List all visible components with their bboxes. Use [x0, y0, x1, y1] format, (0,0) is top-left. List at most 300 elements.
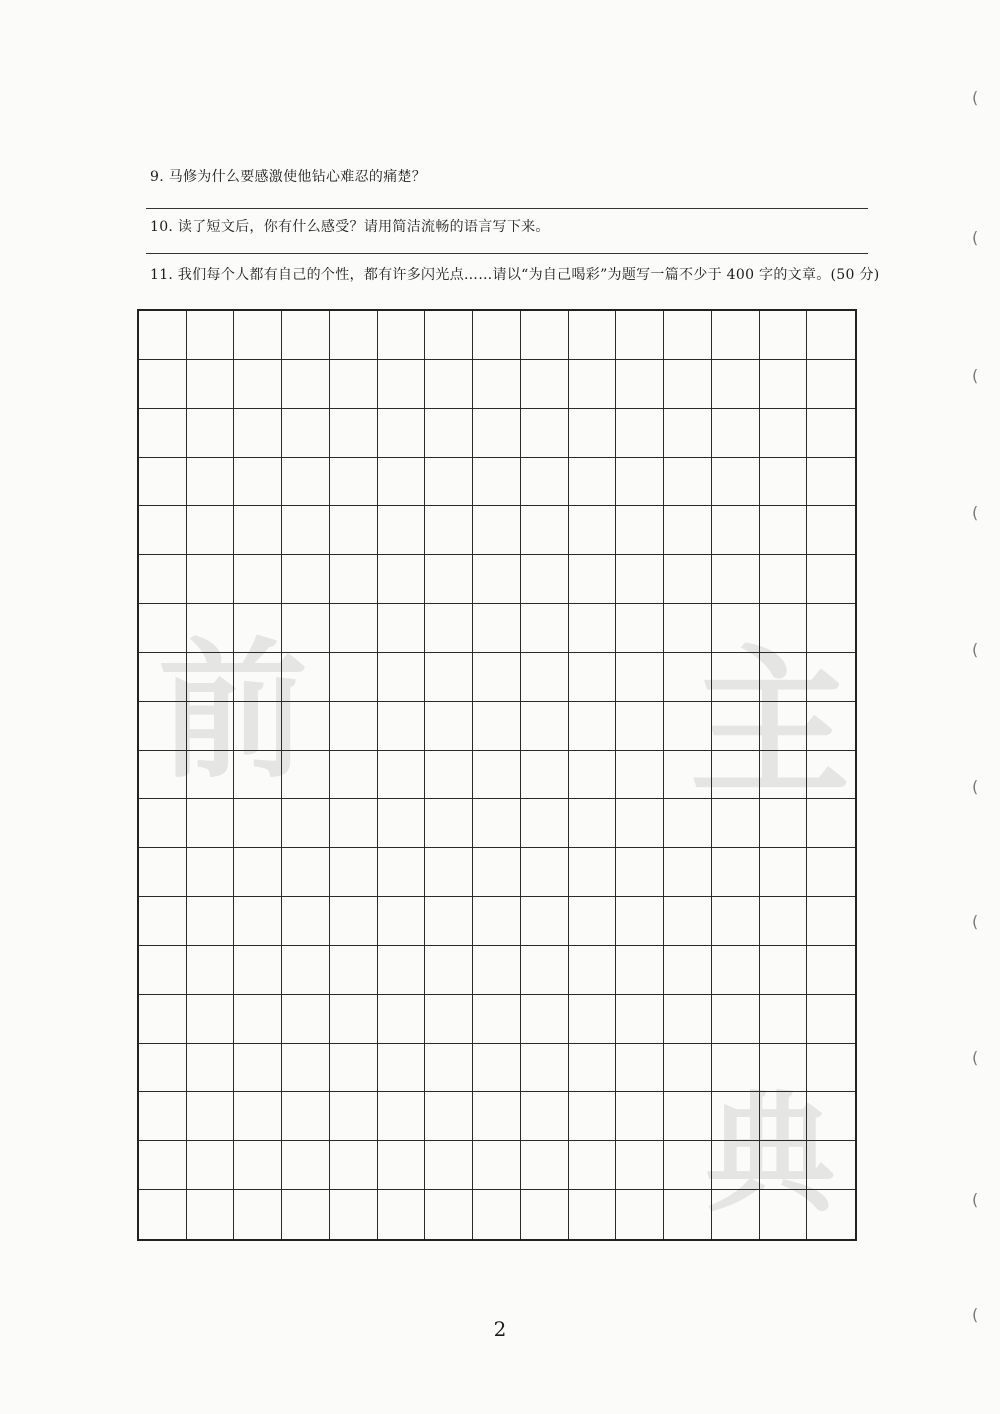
grid-cell[interactable]	[330, 604, 378, 653]
grid-cell[interactable]	[425, 458, 473, 507]
grid-cell[interactable]	[664, 1141, 712, 1190]
grid-cell[interactable]	[521, 653, 569, 702]
grid-cell[interactable]	[187, 946, 235, 995]
grid-cell[interactable]	[760, 1190, 808, 1239]
grid-cell[interactable]	[234, 555, 282, 604]
grid-cell[interactable]	[234, 360, 282, 409]
grid-cell[interactable]	[282, 458, 330, 507]
grid-cell[interactable]	[330, 1190, 378, 1239]
grid-cell[interactable]	[378, 653, 426, 702]
grid-cell[interactable]	[330, 555, 378, 604]
grid-cell[interactable]	[282, 409, 330, 458]
grid-cell[interactable]	[139, 946, 187, 995]
grid-cell[interactable]	[807, 604, 855, 653]
grid-cell[interactable]	[330, 360, 378, 409]
grid-cell[interactable]	[521, 1190, 569, 1239]
grid-cell[interactable]	[760, 1044, 808, 1093]
grid-cell[interactable]	[282, 653, 330, 702]
grid-cell[interactable]	[664, 897, 712, 946]
grid-cell[interactable]	[616, 555, 664, 604]
grid-cell[interactable]	[282, 311, 330, 360]
grid-cell[interactable]	[616, 946, 664, 995]
grid-cell[interactable]	[473, 799, 521, 848]
grid-cell[interactable]	[425, 946, 473, 995]
grid-cell[interactable]	[521, 555, 569, 604]
grid-cell[interactable]	[378, 555, 426, 604]
grid-cell[interactable]	[521, 995, 569, 1044]
grid-cell[interactable]	[378, 702, 426, 751]
grid-cell[interactable]	[425, 506, 473, 555]
grid-cell[interactable]	[664, 1092, 712, 1141]
grid-cell[interactable]	[425, 751, 473, 800]
grid-cell[interactable]	[330, 1141, 378, 1190]
grid-cell[interactable]	[234, 311, 282, 360]
grid-cell[interactable]	[616, 458, 664, 507]
grid-cell[interactable]	[760, 555, 808, 604]
grid-cell[interactable]	[234, 848, 282, 897]
grid-cell[interactable]	[425, 799, 473, 848]
grid-cell[interactable]	[282, 1044, 330, 1093]
grid-cell[interactable]	[712, 506, 760, 555]
grid-cell[interactable]	[425, 653, 473, 702]
grid-cell[interactable]	[473, 555, 521, 604]
grid-cell[interactable]	[664, 360, 712, 409]
grid-cell[interactable]	[712, 555, 760, 604]
grid-cell[interactable]	[521, 702, 569, 751]
grid-cell[interactable]	[521, 897, 569, 946]
answer-line-10	[146, 253, 868, 254]
grid-cell[interactable]	[473, 653, 521, 702]
grid-cell[interactable]	[712, 751, 760, 800]
grid-cell[interactable]	[569, 946, 617, 995]
grid-cell[interactable]	[616, 702, 664, 751]
grid-cell[interactable]	[139, 653, 187, 702]
grid-cell[interactable]	[712, 653, 760, 702]
grid-cell[interactable]	[664, 1190, 712, 1239]
watermark-glyph: 典	[705, 1078, 836, 1230]
grid-cell[interactable]	[807, 311, 855, 360]
margin-mark: (	[972, 1048, 979, 1067]
grid-cell[interactable]	[425, 555, 473, 604]
grid-cell[interactable]	[282, 1190, 330, 1239]
grid-cell[interactable]	[521, 1141, 569, 1190]
grid-cell[interactable]	[473, 604, 521, 653]
grid-cell[interactable]	[760, 1092, 808, 1141]
grid-cell[interactable]	[616, 360, 664, 409]
grid-cell[interactable]	[569, 458, 617, 507]
grid-cell[interactable]	[425, 360, 473, 409]
grid-cell[interactable]	[330, 653, 378, 702]
grid-cell[interactable]	[521, 1092, 569, 1141]
grid-cell[interactable]	[807, 702, 855, 751]
grid-cell[interactable]	[807, 1044, 855, 1093]
grid-cell[interactable]	[139, 1092, 187, 1141]
grid-cell[interactable]	[378, 946, 426, 995]
grid-cell[interactable]	[760, 311, 808, 360]
grid-cell[interactable]	[807, 799, 855, 848]
grid-cell[interactable]	[712, 799, 760, 848]
grid-cell[interactable]	[712, 897, 760, 946]
grid-cell[interactable]	[760, 897, 808, 946]
grid-cell[interactable]	[378, 1044, 426, 1093]
grid-cell[interactable]	[378, 897, 426, 946]
grid-cell[interactable]	[282, 799, 330, 848]
grid-cell[interactable]	[569, 897, 617, 946]
grid-cell[interactable]	[187, 311, 235, 360]
grid-cell[interactable]	[378, 311, 426, 360]
grid-cell[interactable]	[187, 1141, 235, 1190]
grid-cell[interactable]	[139, 506, 187, 555]
grid-cell[interactable]	[807, 360, 855, 409]
grid-cell[interactable]	[473, 702, 521, 751]
grid-cell[interactable]	[473, 946, 521, 995]
grid-cell[interactable]	[807, 555, 855, 604]
grid-cell[interactable]	[569, 360, 617, 409]
grid-cell[interactable]	[712, 311, 760, 360]
grid-cell[interactable]	[664, 702, 712, 751]
grid-cell[interactable]	[139, 1044, 187, 1093]
grid-cell[interactable]	[330, 311, 378, 360]
grid-cell[interactable]	[282, 604, 330, 653]
grid-cell[interactable]	[473, 458, 521, 507]
grid-cell[interactable]	[473, 897, 521, 946]
grid-cell[interactable]	[378, 458, 426, 507]
grid-cell[interactable]	[664, 458, 712, 507]
grid-cell[interactable]	[234, 702, 282, 751]
grid-cell[interactable]	[234, 995, 282, 1044]
grid-cell[interactable]	[616, 848, 664, 897]
grid-cell[interactable]	[807, 848, 855, 897]
grid-cell[interactable]	[330, 946, 378, 995]
grid-cell[interactable]	[807, 1190, 855, 1239]
grid-cell[interactable]	[521, 360, 569, 409]
grid-cell[interactable]	[569, 604, 617, 653]
grid-cell[interactable]	[616, 604, 664, 653]
grid-cell[interactable]	[807, 506, 855, 555]
grid-cell[interactable]	[187, 1044, 235, 1093]
grid-cell[interactable]	[664, 653, 712, 702]
grid-cell[interactable]	[760, 1141, 808, 1190]
grid-cell[interactable]	[378, 506, 426, 555]
grid-cell[interactable]	[234, 897, 282, 946]
grid-cell[interactable]	[569, 1092, 617, 1141]
grid-cell[interactable]	[187, 702, 235, 751]
grid-cell[interactable]	[425, 897, 473, 946]
margin-mark: (	[972, 777, 979, 796]
grid-cell[interactable]	[425, 604, 473, 653]
grid-cell[interactable]	[616, 1044, 664, 1093]
grid-cell[interactable]	[712, 1190, 760, 1239]
grid-cell[interactable]	[139, 897, 187, 946]
grid-cell[interactable]	[616, 799, 664, 848]
grid-cell[interactable]	[378, 1092, 426, 1141]
grid-cell[interactable]	[521, 799, 569, 848]
grid-cell[interactable]	[521, 311, 569, 360]
grid-cell[interactable]	[760, 604, 808, 653]
grid-cell[interactable]	[664, 555, 712, 604]
grid-cell[interactable]	[139, 1141, 187, 1190]
grid-cell[interactable]	[139, 360, 187, 409]
grid-cell[interactable]	[807, 458, 855, 507]
grid-cell[interactable]	[187, 1190, 235, 1239]
grid-cell[interactable]	[234, 506, 282, 555]
grid-cell[interactable]	[807, 995, 855, 1044]
grid-cell[interactable]	[330, 897, 378, 946]
grid-cell[interactable]	[234, 751, 282, 800]
grid-cell[interactable]	[473, 1044, 521, 1093]
grid-cell[interactable]	[664, 946, 712, 995]
grid-cell[interactable]	[521, 946, 569, 995]
grid-cell[interactable]	[569, 848, 617, 897]
grid-cell[interactable]	[616, 751, 664, 800]
grid-cell[interactable]	[330, 799, 378, 848]
grid-cell[interactable]	[712, 946, 760, 995]
grid-cell[interactable]	[139, 751, 187, 800]
grid-cell[interactable]	[282, 506, 330, 555]
grid-cell[interactable]	[378, 751, 426, 800]
margin-mark: (	[972, 1305, 979, 1324]
grid-cell[interactable]	[569, 751, 617, 800]
grid-cell[interactable]	[473, 506, 521, 555]
grid-cell[interactable]	[473, 311, 521, 360]
grid-cell[interactable]	[187, 751, 235, 800]
grid-cell[interactable]	[187, 1092, 235, 1141]
grid-cell[interactable]	[807, 409, 855, 458]
grid-cell[interactable]	[712, 458, 760, 507]
grid-cell[interactable]	[282, 751, 330, 800]
grid-cell[interactable]	[187, 555, 235, 604]
grid-cell[interactable]	[139, 604, 187, 653]
grid-cell[interactable]	[234, 1044, 282, 1093]
margin-mark: (	[972, 640, 979, 659]
grid-cell[interactable]	[378, 848, 426, 897]
grid-cell[interactable]	[234, 1190, 282, 1239]
grid-cell[interactable]	[425, 311, 473, 360]
grid-cell[interactable]	[664, 311, 712, 360]
grid-cell[interactable]	[187, 995, 235, 1044]
grid-cell[interactable]	[616, 897, 664, 946]
grid-cell[interactable]	[664, 848, 712, 897]
grid-cell[interactable]	[760, 751, 808, 800]
grid-cell[interactable]	[187, 848, 235, 897]
answer-line-9	[146, 208, 868, 209]
grid-cell[interactable]	[330, 506, 378, 555]
grid-cell[interactable]	[234, 458, 282, 507]
margin-mark: (	[972, 88, 979, 107]
grid-cell[interactable]	[139, 1190, 187, 1239]
grid-cell[interactable]	[282, 1092, 330, 1141]
grid-cell[interactable]	[473, 1190, 521, 1239]
grid-cell[interactable]	[760, 995, 808, 1044]
grid-cell[interactable]	[616, 995, 664, 1044]
grid-cell[interactable]	[760, 409, 808, 458]
grid-cell[interactable]	[616, 311, 664, 360]
grid-cell[interactable]	[569, 1044, 617, 1093]
grid-cell[interactable]	[282, 848, 330, 897]
grid-cell[interactable]	[569, 1141, 617, 1190]
page-number: 2	[493, 1317, 507, 1341]
grid-cell[interactable]	[760, 458, 808, 507]
grid-cell[interactable]	[378, 604, 426, 653]
grid-cell[interactable]	[234, 1141, 282, 1190]
grid-cell[interactable]	[473, 751, 521, 800]
grid-cell[interactable]	[569, 555, 617, 604]
grid-cell[interactable]	[187, 506, 235, 555]
grid-cell[interactable]	[521, 848, 569, 897]
grid-cell[interactable]	[712, 1141, 760, 1190]
grid-cell[interactable]	[330, 848, 378, 897]
grid-cell[interactable]	[664, 751, 712, 800]
grid-cell[interactable]	[139, 311, 187, 360]
grid-cell[interactable]	[616, 1190, 664, 1239]
grid-cell[interactable]	[187, 409, 235, 458]
grid-cell[interactable]	[616, 409, 664, 458]
grid-cell[interactable]	[569, 799, 617, 848]
grid-cell[interactable]	[282, 946, 330, 995]
grid-cell[interactable]	[760, 702, 808, 751]
composition-grid[interactable]	[137, 309, 857, 1241]
grid-cell[interactable]	[473, 995, 521, 1044]
grid-cell[interactable]	[282, 702, 330, 751]
grid-cell[interactable]	[425, 995, 473, 1044]
grid-cell[interactable]	[664, 799, 712, 848]
grid-cell[interactable]	[807, 897, 855, 946]
grid-cell[interactable]	[378, 1190, 426, 1239]
grid-cell[interactable]	[760, 653, 808, 702]
grid-cell[interactable]	[330, 409, 378, 458]
grid-cell[interactable]	[378, 360, 426, 409]
grid-cell[interactable]	[569, 1190, 617, 1239]
grid-cell[interactable]	[473, 848, 521, 897]
grid-cell[interactable]	[187, 653, 235, 702]
watermark-glyph: 前	[158, 625, 309, 799]
grid-cell[interactable]	[807, 653, 855, 702]
grid-cell[interactable]	[234, 653, 282, 702]
grid-cell[interactable]	[521, 751, 569, 800]
grid-cell[interactable]	[425, 409, 473, 458]
grid-cell[interactable]	[139, 995, 187, 1044]
grid-cell[interactable]	[378, 409, 426, 458]
grid-cell[interactable]	[139, 555, 187, 604]
grid-cell[interactable]	[282, 360, 330, 409]
grid-cell[interactable]	[473, 409, 521, 458]
grid-cell[interactable]	[425, 1044, 473, 1093]
margin-mark: (	[972, 228, 979, 247]
question-9: 9. 马修为什么要感激使他钻心难忍的痛楚？	[150, 169, 427, 185]
grid-cell[interactable]	[330, 702, 378, 751]
grid-cell[interactable]	[569, 995, 617, 1044]
grid-cell[interactable]	[807, 751, 855, 800]
grid-cell[interactable]	[664, 604, 712, 653]
grid-cell[interactable]	[378, 1141, 426, 1190]
grid-cell[interactable]	[425, 1092, 473, 1141]
grid-cell[interactable]	[760, 360, 808, 409]
grid-cell[interactable]	[760, 506, 808, 555]
grid-cell[interactable]	[234, 946, 282, 995]
grid-cell[interactable]	[712, 604, 760, 653]
grid-cell[interactable]	[330, 458, 378, 507]
grid-cell[interactable]	[330, 995, 378, 1044]
grid-cell[interactable]	[521, 458, 569, 507]
grid-cell[interactable]	[807, 946, 855, 995]
grid-cell[interactable]	[234, 409, 282, 458]
grid-cell[interactable]	[187, 604, 235, 653]
grid-cell[interactable]	[616, 1092, 664, 1141]
grid-cell[interactable]	[330, 1092, 378, 1141]
watermark-glyph: 主	[690, 630, 851, 817]
grid-cell[interactable]	[569, 506, 617, 555]
grid-cell[interactable]	[425, 702, 473, 751]
grid-cell[interactable]	[712, 848, 760, 897]
grid-cell[interactable]	[521, 1044, 569, 1093]
grid-cell[interactable]	[569, 653, 617, 702]
grid-cell[interactable]	[139, 799, 187, 848]
grid-cell[interactable]	[425, 1141, 473, 1190]
grid-cell[interactable]	[139, 458, 187, 507]
margin-mark: (	[972, 912, 979, 931]
grid-cell[interactable]	[282, 995, 330, 1044]
grid-cell[interactable]	[569, 311, 617, 360]
grid-cell[interactable]	[664, 409, 712, 458]
grid-cell[interactable]	[187, 458, 235, 507]
grid-cell[interactable]	[139, 848, 187, 897]
grid-cell[interactable]	[187, 897, 235, 946]
grid-cell[interactable]	[712, 360, 760, 409]
grid-cell[interactable]	[282, 1141, 330, 1190]
grid-cell[interactable]	[664, 506, 712, 555]
grid-cell[interactable]	[282, 897, 330, 946]
grid-cell[interactable]	[712, 995, 760, 1044]
grid-cell[interactable]	[187, 799, 235, 848]
grid-cell[interactable]	[664, 995, 712, 1044]
grid-cell[interactable]	[712, 1044, 760, 1093]
grid-cell[interactable]	[139, 409, 187, 458]
grid-cell[interactable]	[616, 506, 664, 555]
grid-cell[interactable]	[330, 751, 378, 800]
grid-cell[interactable]	[521, 409, 569, 458]
grid-cell[interactable]	[473, 360, 521, 409]
grid-cell[interactable]	[521, 604, 569, 653]
grid-cell[interactable]	[712, 409, 760, 458]
grid-cell[interactable]	[378, 799, 426, 848]
grid-cell[interactable]	[760, 946, 808, 995]
grid-cell[interactable]	[473, 1141, 521, 1190]
grid-cell[interactable]	[234, 799, 282, 848]
grid-cell[interactable]	[521, 506, 569, 555]
grid-cell[interactable]	[473, 1092, 521, 1141]
grid-cell[interactable]	[282, 555, 330, 604]
grid-cell[interactable]	[234, 604, 282, 653]
grid-cell[interactable]	[139, 702, 187, 751]
grid-cell[interactable]	[425, 1190, 473, 1239]
grid-cell[interactable]	[569, 409, 617, 458]
grid-cell[interactable]	[569, 702, 617, 751]
grid-cell[interactable]	[425, 848, 473, 897]
grid-cell[interactable]	[664, 1044, 712, 1093]
grid-cell[interactable]	[712, 702, 760, 751]
grid-cell[interactable]	[760, 799, 808, 848]
grid-cell[interactable]	[807, 1141, 855, 1190]
grid-cell[interactable]	[712, 1092, 760, 1141]
grid-cell[interactable]	[760, 848, 808, 897]
grid-cell[interactable]	[616, 653, 664, 702]
grid-cell[interactable]	[616, 1141, 664, 1190]
grid-cell[interactable]	[378, 995, 426, 1044]
grid-cell[interactable]	[807, 1092, 855, 1141]
grid-cell[interactable]	[330, 1044, 378, 1093]
grid-cell[interactable]	[187, 360, 235, 409]
grid-cell[interactable]	[234, 1092, 282, 1141]
